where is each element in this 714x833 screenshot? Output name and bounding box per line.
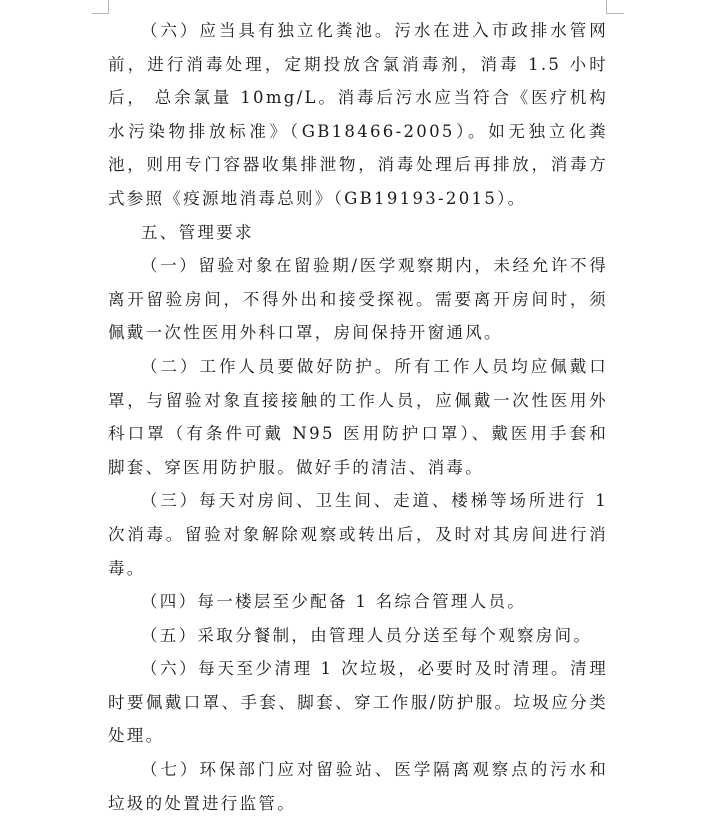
paragraph-environmental-supervision: （七）环保部门应对留验站、医学隔离观察点的污水和垃圾的处置进行监管。	[108, 760, 608, 813]
document-body	[108, 14, 608, 820]
paragraph-observation-restrictions: （一）留验对象在留验期/医学观察期内，未经允许不得离开留验房间，不得外出和接受探视。需要离开房间时，须佩戴一次性医用外科口罩，房间保持开窗通风。	[108, 256, 608, 343]
paragraph-room-disinfection: （三）每天对房间、卫生间、走道、楼梯等场所进行 1 次消毒。留验对象解除观察或转出后，及时对其房间进行消毒。	[108, 491, 608, 578]
crop-mark-top-left	[108, 0, 109, 14]
paragraph-staff-protection: （二）工作人员要做好防护。所有工作人员均应佩戴口罩，与留验对象直接接触的工作人员，应佩戴一次性医用外科口罩（有条件可戴 N95 医用防护口罩）、戴医用手套和脚套、穿医用防护服。做好手的清洁、消毒。	[108, 356, 608, 477]
crop-mark-top-left-horizontal	[92, 13, 109, 14]
crop-mark-top-right-horizontal	[606, 13, 624, 14]
paragraph-garbage-cleanup: （六）每天至少清理 1 次垃圾，必要时及时清理。清理时要佩戴口罩、手套、脚套、穿工作服/防护服。垃圾应分类处理。	[108, 659, 608, 746]
paragraph-sewage-disinfection: （六）应当具有独立化粪池。污水在进入市政排水管网前，进行消毒处理，定期投放含氯消毒剂，消毒 1.5 小时后， 总余氯量 10mg/L。消毒后污水应当符合《医疗机构水污染物排放标准》（GB18466-2005）。如无独立化粪池，则用专门容器收集排泄物，消毒处理后再排放，消毒方式参照《疫源地消毒总则》（GB19193-2015）。	[108, 21, 608, 208]
paragraph-floor-staffing: （四）每一楼层至少配备 1 名综合管理人员。	[141, 592, 527, 612]
paragraph-meal-distribution: （五）采取分餐制，由管理人员分送至每个观察房间。	[141, 625, 593, 645]
crop-mark-top-right	[606, 0, 607, 14]
section-heading-management: 五、管理要求	[141, 222, 254, 242]
